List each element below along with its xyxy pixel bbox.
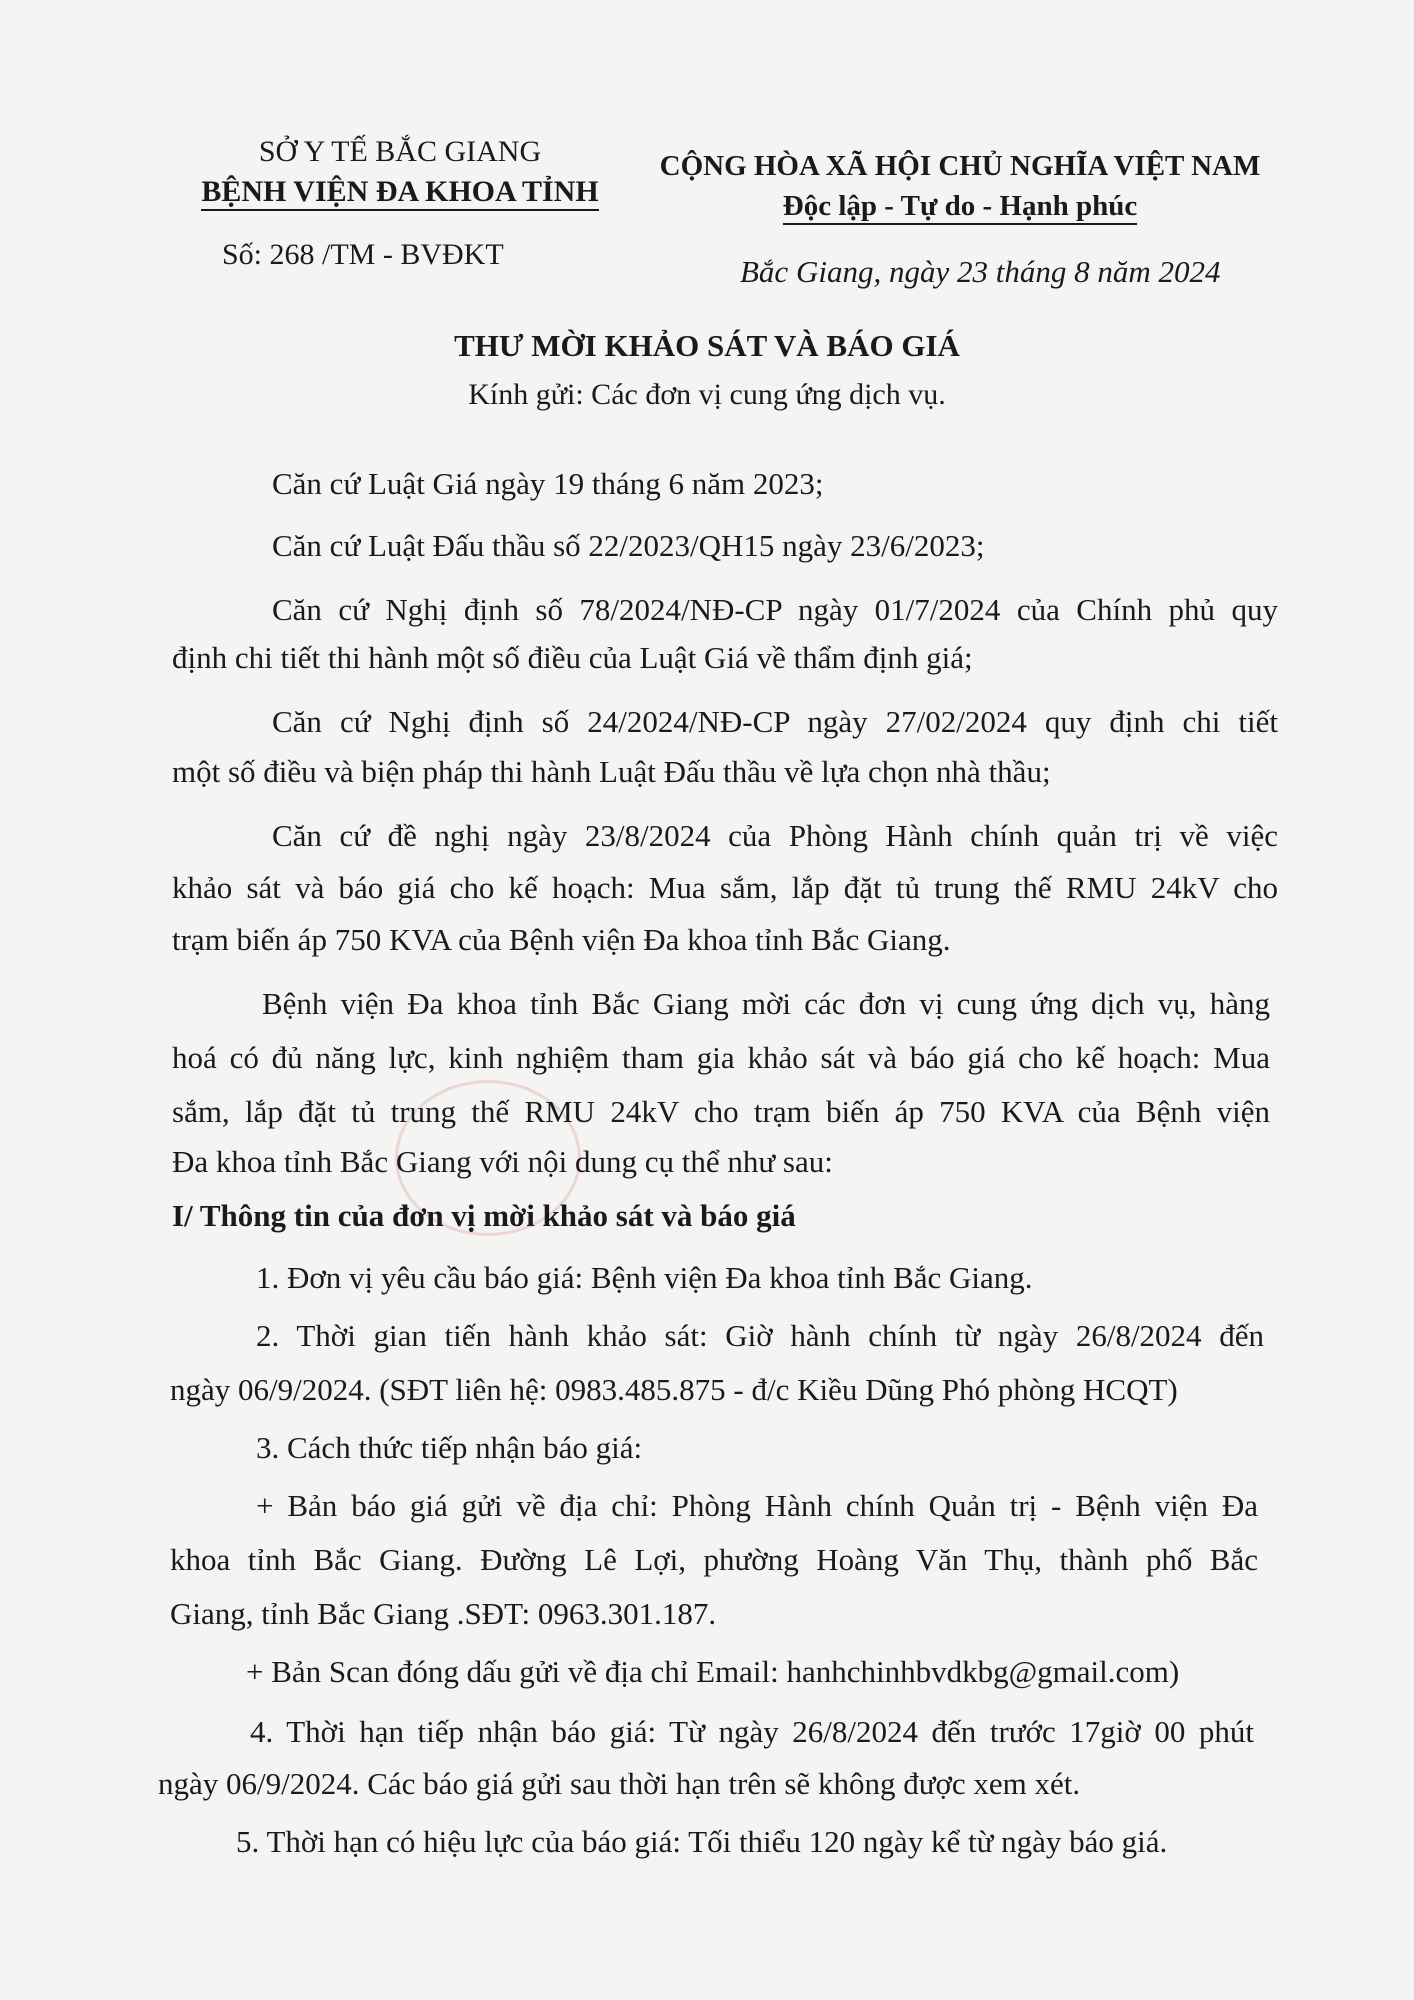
body-line: Căn cứ Nghị định số 24/2024/NĐ-CP ngày 27/02/2024 quy định chi tiết (272, 704, 1278, 739)
body-line: + Bản Scan đóng dấu gửi về địa chỉ Email: hanhchinhbvdkbg@gmail.com) (246, 1654, 1180, 1689)
body-line: khảo sát và báo giá cho kế hoạch: Mua sắm, lắp đặt tủ trung thế RMU 24kV cho (172, 870, 1278, 905)
body-line: Căn cứ Nghị định số 78/2024/NĐ-CP ngày 01/7/2024 của Chính phủ quy (272, 592, 1278, 627)
body-line: sắm, lắp đặt tủ trung thế RMU 24kV cho trạm biến áp 750 KVA của Bệnh viện (172, 1094, 1270, 1129)
agency-name: SỞ Y TẾ BẮC GIANG (258, 135, 542, 168)
body-line: 2. Thời gian tiến hành khảo sát: Giờ hành chính từ ngày 26/8/2024 đến (256, 1318, 1264, 1353)
greeting: Kính gửi: Các đơn vị cung ứng dịch vụ. (468, 378, 946, 411)
issuer-block (160, 132, 640, 212)
body-line: trạm biến áp 750 KVA của Bệnh viện Đa khoa tỉnh Bắc Giang. (172, 922, 951, 957)
body-line: định chi tiết thi hành một số điều của Luật Giá về thẩm định giá; (172, 640, 973, 675)
section-heading: I/ Thông tin của đơn vị mời khảo sát và báo giá (172, 1198, 796, 1233)
document-number: Số: 268 /TM - BVĐKT (222, 238, 504, 271)
body-line: Căn cứ đề nghị ngày 23/8/2024 của Phòng Hành chính quản trị về việc (272, 818, 1278, 853)
body-line: + Bản báo giá gửi về địa chỉ: Phòng Hành chính Quản trị - Bệnh viện Đa (256, 1488, 1258, 1523)
national-heading (640, 146, 1280, 226)
hospital-name: BỆNH VIỆN ĐA KHOA TỈNH (201, 175, 598, 211)
nation-name: CỘNG HÒA XÃ HỘI CHỦ NGHĨA VIỆT NAM (659, 150, 1261, 182)
body-line: ngày 06/9/2024. (SĐT liên hệ: 0983.485.875 - đ/c Kiều Dũng Phó phòng HCQT) (170, 1372, 1178, 1407)
body-line: hoá có đủ năng lực, kinh nghiệm tham gia khảo sát và báo giá cho kế hoạch: Mua (172, 1040, 1270, 1075)
document-date: Bắc Giang, ngày 23 tháng 8 năm 2024 (740, 254, 1221, 289)
body-line: ngày 06/9/2024. Các báo giá gửi sau thời hạn trên sẽ không được xem xét. (158, 1766, 1081, 1801)
document-title: THƯ MỜI KHẢO SÁT VÀ BÁO GIÁ (454, 328, 960, 363)
body-line: 4. Thời hạn tiếp nhận báo giá: Từ ngày 26/8/2024 đến trước 17giờ 00 phút (250, 1714, 1254, 1749)
body-line: 5. Thời hạn có hiệu lực của báo giá: Tối thiểu 120 ngày kể từ ngày báo giá. (236, 1824, 1168, 1859)
body-line: Đa khoa tỉnh Bắc Giang với nội dung cụ thể như sau: (172, 1144, 833, 1179)
body-line: Căn cứ Luật Đấu thầu số 22/2023/QH15 ngày 23/6/2023; (272, 528, 985, 563)
body-line: Bệnh viện Đa khoa tỉnh Bắc Giang mời các đơn vị cung ứng dịch vụ, hàng (262, 986, 1270, 1021)
body-line: 3. Cách thức tiếp nhận báo giá: (256, 1430, 643, 1465)
body-line: một số điều và biện pháp thi hành Luật Đấu thầu về lựa chọn nhà thầu; (172, 754, 1051, 789)
body-line: khoa tỉnh Bắc Giang. Đường Lê Lợi, phường Hoàng Văn Thụ, thành phố Bắc (170, 1542, 1258, 1577)
body-line: Giang, tỉnh Bắc Giang .SĐT: 0963.301.187. (170, 1596, 717, 1631)
body-line: 1. Đơn vị yêu cầu báo giá: Bệnh viện Đa khoa tỉnh Bắc Giang. (256, 1260, 1033, 1295)
national-motto: Độc lập - Tự do - Hạnh phúc (783, 189, 1138, 225)
body-line: Căn cứ Luật Giá ngày 19 tháng 6 năm 2023; (272, 466, 824, 501)
